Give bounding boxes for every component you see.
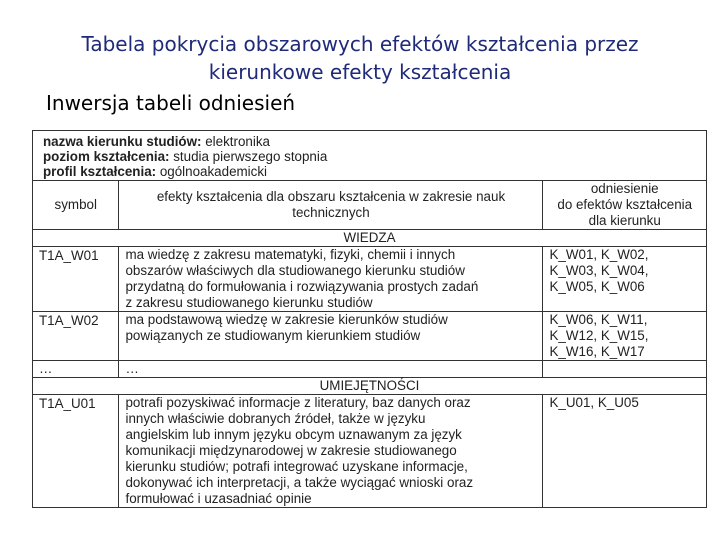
- description-line: powiązanych ze studiowanym kierunkiem studiów: [125, 328, 421, 343]
- description-line: ma wiedzę z zakresu matematyki, fizyki, chemii i innych: [125, 247, 456, 262]
- reference-line: K_W01, K_W02,: [549, 247, 649, 262]
- effect-references: [543, 312, 707, 361]
- reference-line: K_W16, K_W17: [549, 344, 645, 359]
- effect-references: [543, 395, 707, 508]
- description-line: z zakresu studiowanego kierunku studiów: [125, 295, 373, 310]
- ellipsis-description: …: [119, 361, 543, 378]
- program-field-value: elektronika: [201, 134, 270, 149]
- section-row-wiedza: [33, 230, 707, 247]
- program-profile: [43, 164, 696, 179]
- description-line: dokonywać ich interpretacji, a także wyciągać wnioski oraz: [125, 475, 474, 490]
- header-effects: [119, 181, 543, 230]
- effect-references: [543, 247, 707, 312]
- effect-symbol: T1A_W01: [33, 247, 119, 312]
- slide-title-line-1: Tabela pokrycia obszarowych efektów kształcenia przez: [81, 32, 639, 56]
- effect-symbol: T1A_U01: [33, 395, 119, 508]
- header-symbol: symbol: [33, 181, 119, 230]
- header-row: [33, 181, 707, 230]
- description-line: innych właściwie dobranych źródeł, także w języku: [125, 411, 426, 426]
- description-line: potrafi pozyskiwać informacje z literatury, baz danych oraz: [125, 395, 471, 410]
- slide-title-line-2: kierunkowe efekty kształcenia: [208, 60, 512, 84]
- description-line: komunikacji międzynarodowej w zakresie studiowanego: [125, 443, 457, 458]
- program-level: [43, 149, 696, 164]
- program-level-value: studia pierwszego stopnia: [169, 149, 328, 164]
- header-reference-line: dla kierunku: [588, 213, 661, 228]
- table-row-ellipsis: [33, 361, 707, 378]
- program-profile-value: ogólnoakademicki: [156, 164, 268, 179]
- reference-line: K_W05, K_W06: [549, 279, 645, 294]
- program-profile-label: profil kształcenia:: [43, 164, 157, 179]
- program-info-row: [33, 131, 707, 181]
- description-line: obszarów właściwych dla studiowanego kierunku studiów: [125, 263, 465, 278]
- coverage-table: [32, 130, 707, 508]
- header-reference-line: odniesienie: [590, 181, 659, 196]
- table-row: [33, 312, 707, 361]
- header-effects-line: efekty kształcenia dla obszaru kształcenia w zakresie nauk: [156, 189, 506, 204]
- description-line: przydatną do formułowania i rozwiązywania prostych zadań: [125, 279, 479, 294]
- program-field-label: nazwa kierunku studiów:: [43, 134, 202, 149]
- section-label-umiejetnosci: UMIEJĘTNOŚCI: [33, 378, 707, 395]
- effect-description: [119, 395, 543, 508]
- description-line: angielskim lub innym języku obcym uznawanym za język: [125, 427, 462, 442]
- header-reference-line: do efektów kształcenia: [557, 197, 693, 212]
- description-line: formułować i uzasadniać opinie: [125, 491, 312, 506]
- program-field-name: [43, 134, 696, 149]
- program-info: [33, 131, 707, 181]
- scanned-table: [32, 130, 707, 510]
- section-row-umiejetnosci: [33, 378, 707, 395]
- reference-line: K_W12, K_W15,: [549, 328, 649, 343]
- description-line: ma podstawową wiedzę w zakresie kierunków studiów: [125, 312, 448, 327]
- reference-line: K_W03, K_W04,: [549, 263, 649, 278]
- program-level-label: poziom kształcenia:: [43, 149, 170, 164]
- ellipsis-symbol: …: [33, 361, 119, 378]
- reference-line: K_U01, K_U05: [549, 395, 639, 410]
- header-effects-line: technicznych: [292, 205, 370, 220]
- section-label-wiedza: WIEDZA: [33, 230, 707, 247]
- table-row: [33, 247, 707, 312]
- slide-subtitle: Inwersja tabeli odniesień: [46, 91, 296, 115]
- effect-description: [119, 312, 543, 361]
- effect-symbol: T1A_W02: [33, 312, 119, 361]
- effect-description: [119, 247, 543, 312]
- reference-line: K_W06, K_W11,: [549, 312, 648, 327]
- slide-title: [0, 30, 720, 86]
- table-row: [33, 395, 707, 508]
- description-line: kierunku studiów; potrafi integrować uzyskane informacje,: [125, 459, 468, 474]
- header-reference: [543, 181, 707, 230]
- ellipsis-reference: [543, 361, 707, 378]
